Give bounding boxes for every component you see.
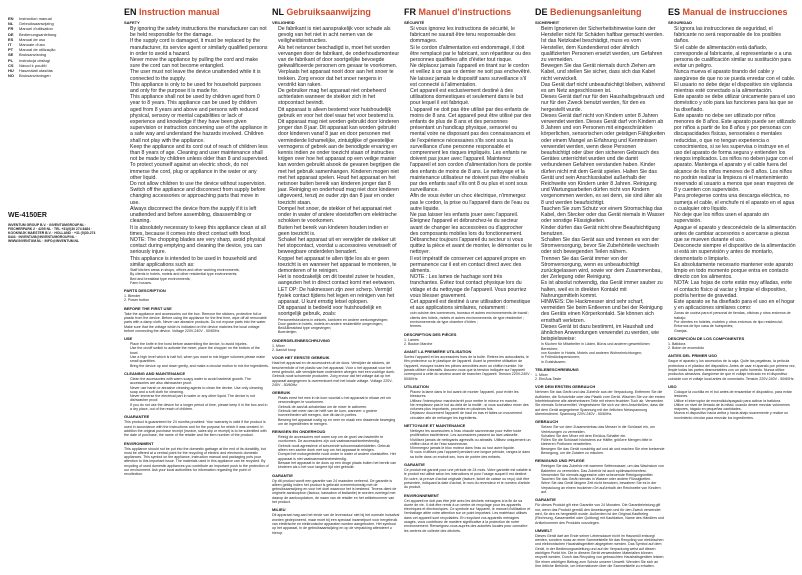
part-item: 1. Mixer xyxy=(535,372,548,377)
use-heading: GEBRAUCH xyxy=(535,419,559,425)
list-item: • Das Gerät darf nicht unbeaufsichtigt bleiben, während es am Netz angeschlossen ist. xyxy=(541,82,665,94)
language-index xyxy=(8,16,100,78)
part-item: 1. Blender xyxy=(124,294,141,299)
before-first-use-heading: ANTES DEL PRIMER USO xyxy=(668,353,718,359)
list-item: • Si el cable de alimentación está dañado, corresponde al fabricante, al representante o a una persona de cualificación similar su sustitución para evitar un peligro. xyxy=(674,45,796,70)
before-first-use-heading: AVANT LA PREMIÈRE UTILISATION xyxy=(404,349,472,355)
list-item: • Cet appareil est exclusivement destiné à des utilisations domestiques et seulement dans le but pour lequel il est fabriqué. xyxy=(410,88,532,107)
list-item: • Mueva el dispositivo hacia arriba y hacia abajo suavemente y realice un movimiento circular para mezclar los ingredientes. xyxy=(674,411,796,420)
list-item: • Gebruik nooit agressieve of schurende schoonmaakmiddelen. Gebruik alleen een zachte doek met sop om het apparaat te reinigen. xyxy=(278,444,400,453)
cleaning-heading: REINIGEN EN ONDERHOUD xyxy=(272,429,326,435)
use-list xyxy=(272,396,400,426)
language-entry: DE Bedienungsanleitung xyxy=(8,31,57,37)
section-nl xyxy=(272,8,400,568)
list-item: • Dit apparaat is alleen bestemd voor huishoudelijk gebruik en voor het doel waar het voor bestemd is. xyxy=(278,107,400,119)
list-item: • Afin de vous éviter un choc électrique, n'immergez pas le cordon, la prise ou l'appareil dans de l'eau ou autre liquide. xyxy=(410,193,532,212)
environment-text: Cet appareil ne doit pas être jeté avec les déchets ménagers à la fin de sa durée de vie. Il doit être remis à un centre de recyclage pour les appareils électriques et électroniques. Ce symbole sur l'appareil, le manuel d'utilisation et l'emballage attire votre attention sur ce point important. Les matériaux utilisés dans cet appareil sont recyclables. En recyclant vos appareils ménagers usagés, vous contribuez de manière significative à la protection de notre environnement. Renseignez-vous auprès des autorités locales pour connaître les centres de collecte des déchets. xyxy=(404,498,531,533)
environment-text: This appliance should not be put into the domestic garbage at the end of its durability, but must be offered at a central point for the recycling of electric and electronic domestic appliances. This symbol on the appliance, instruction manual and packaging puts your attention to this important issue. The materials used in this appliance can be recycled. By recycling of used domestic appliances you contribute an important push to the protection of our environment. Ask your local authorities for information regarding the point of recollection. xyxy=(124,446,269,477)
list-item: • Bewaar het apparaat in de doos op een droge plaats buiten het bereik van kinderen als u het voor langere tijd niet gebruikt. xyxy=(278,461,400,470)
list-item: • Koppel het apparaat te allen tijde los als er geen toezicht is en wanneer het apparaat te monteren, te demonteren of te reinigen. xyxy=(278,256,400,275)
parts-list xyxy=(404,338,532,347)
list-item: • Beim Ignorieren der Sicherheitshinweise kann der Hersteller nicht für Schäden haftbar gemacht werden. xyxy=(541,26,665,38)
safety-list xyxy=(124,26,269,268)
cleaning-heading: NETTOYAGE ET MAINTENANCE xyxy=(404,422,466,428)
language-entry: NL Gebruiksaanwijzing xyxy=(8,21,54,27)
part-item: 2. Aan/uit knop xyxy=(272,348,296,353)
list-item: • Schalten Sie den Mixer mit dem Ein/Aus-Schalter ein. xyxy=(541,434,665,438)
list-item: • Este aparato se ha diseñado para el uso en el hogar y en aplicaciones similares como: xyxy=(674,299,796,311)
list-item: • Bed&Breakfast type omgevingen; xyxy=(278,326,400,330)
list-item: • Personeelskeukens in winkels, kantoren en andere werkomgevingen; xyxy=(278,318,400,322)
list-item: • N'immergez jamais le bloc moteur dans l'eau ou tout autre liquide. xyxy=(410,446,532,450)
list-item: • Gebruik niet meer dan de helft van de kom, wanneer u grotere hoeveelheden wilt mengen, doe dit dan in porties. xyxy=(278,409,400,418)
section-title-de: DE Bedienungsanleitung xyxy=(535,8,642,17)
list-item: • Il est impératif de conserver cet appareil propre en permanence car il est en contact direct avec des aliments. xyxy=(410,256,532,275)
list-item: • Always disconnect the device from the supply if it is left unattended and before assembling, disassembling or cleaning. xyxy=(130,206,269,225)
part-item: 1. Mixer xyxy=(272,343,285,348)
cleaning-list xyxy=(124,377,269,411)
parts-heading: DESCRIPCIÓN DE LOS COMPONENTES xyxy=(668,335,745,341)
list-item: • Desconecte siempre el dispositivo de la alimentación si está sin supervisión y antes de montarlo, desmontarlo o limpiarlo. xyxy=(674,243,796,262)
environment-heading: UMWELT xyxy=(535,527,553,533)
before-first-use-heading: BEFORE THE FIRST USE xyxy=(124,305,172,311)
safety-heading: SAFETY xyxy=(124,20,140,25)
list-item: • By clients in hotels, motels and other residential type environments; xyxy=(130,272,269,276)
list-item: • Wenn Sie das Gerät längere Zeit nicht benutzen, bewahren Sie es in der Verpackung an einem trockenen Ort außerhalb der Reichweite von Kindern auf. xyxy=(541,481,665,494)
before-first-use-text: Take the appliance and accessories out the box. Remove the stickers, protective foil or plastic from the device. Before using the appliance for the first time, wipe off all removable parts with a damp cloth. Never use abrasive products. Do not expose parts into the water. Make sure that the voltage which is indicated on the device matches the local voltage before connecting the device. Voltage 220V-240V - 50/60Hz. xyxy=(124,311,267,333)
list-item: • coin cuisine des commerces, bureaux et autres environnements de travail ; xyxy=(410,311,532,315)
list-item: • Verwenden Sie niemals aggressive oder scheuernde Reinigungsmittel. xyxy=(541,473,665,477)
list-item: • NOTA: Las hojas de corte están muy afiladas, evite el contacto físico al vaciar y limpiar el dispositivo, podría herirse de gravedad. xyxy=(674,280,796,299)
applications-list xyxy=(404,311,532,328)
company-address: INVENTUM GROUP B.V. · INVENTUMGROUP.NL · FISCHERPARK 2 · 4205 NL · TEL +31(0)30 274 8484 · KOOKWIJK MAESTER B.V. · HOLLAND · +31 (0)30-274 8444 · INVENTUM@INVENTUMGROUP.NL · WWW.INVENTUM.NL · INFO@INVENTUM.NL xyxy=(8,223,96,244)
applications-list xyxy=(124,268,269,285)
list-item: • fermes. xyxy=(410,324,532,328)
use-list xyxy=(404,390,532,420)
part-item: 1. Lames xyxy=(404,337,419,342)
list-item: • Do not allow children to use the device without supervision. xyxy=(130,181,269,187)
safety-heading: VEILIGHEID xyxy=(272,20,295,25)
list-item: • Dompel het motorgedeelte nooit onder in water of andere vloeistoffen. Het apparaat is niet vaatwasmachinebestendig. xyxy=(278,452,400,461)
list-item: • Bewegen Sie das Gerät vorsichtig auf und ab und machen Sie eine kreisende Bewegung, um die Zutaten zu mischen. xyxy=(541,447,665,456)
list-item: • Cet appareil est destiné à une utilisation domestique et aux applications similaires, notamment : xyxy=(410,299,532,311)
list-item: • clients des hôtels, motels et autres environnements de type résidentiel ; xyxy=(410,316,532,320)
section-es xyxy=(668,8,796,568)
list-item: • in Gutshäusern. xyxy=(541,360,665,364)
language-entry: SE Bruksanvisning xyxy=(8,52,47,58)
list-item: • Placez la lame dans le bol avant de monter l'appareil, pour éviter les blessures. xyxy=(410,390,532,399)
list-item: • Bring the device up and down gently, and make a circular motion to mix the ingredients. xyxy=(130,364,269,368)
guarantee-heading: GARANTIE xyxy=(535,497,556,503)
language-entry: HU Használati utasítás xyxy=(8,68,53,74)
list-item: • Ne pas laisser les enfants jouer avec l'appareil. xyxy=(410,212,532,218)
before-first-use-text: Sortez l'appareil et les accessoires hors de la boîte. Retirez les autocollants, le film protecteur ou le plastique de l'appareil. Avant la première utilisation de l'appareil, essuyez toutes les pièces amovibles avec un chiffon humide. Ne jamais utiliser d'abrasifs. Assurez-vous que la tension indiquée sur l'appareil correspond à celle du secteur avant de brancher l'appareil. Tension 220V-240V - 50/60Hz. xyxy=(404,355,532,381)
list-item: • NOTE: The chopping blades are very sharp, avoid physical contact during emptying and cleaning the device, you can seriously injure. xyxy=(130,237,269,256)
list-item: • Plaats eerst het mes in de kom voordat u het apparaat in elkaar zet om verwondingen te voorkomen. xyxy=(278,396,400,405)
guarantee-heading: GARANTIE xyxy=(404,462,425,468)
parts-list xyxy=(272,344,400,353)
cleaning-list xyxy=(535,464,665,494)
list-item: • Trennen Sie das Gerät immer von der Stromversorgung, wenn es unbeaufsichtigt zurückgelassen wird, sowie vor dem Zusammenbau, der Zerlegung oder Reinigung. xyxy=(541,256,665,281)
use-list xyxy=(668,390,796,420)
list-item: • Gebruik de aan/uit-schakelaar om de mixer te activeren. xyxy=(278,405,400,409)
list-item: • De fabrikant is niet aansprakelijk voor schade als gevolg van het niet in acht nemen van de veiligheidsinstructies. xyxy=(278,26,400,45)
list-item: • Apague el aparato y desconéctelo de la alimentación antes de cambiar accesorios o acercarse a piezas que se mueven durante el uso. xyxy=(674,225,796,244)
list-item: • Als het netsnoer beschadigd is, moet het worden vervangen door de fabrikant, de onderhoudsmonteur van de fabrikant of door soortgelijke bevoegde gekwalificeerde personen om gevaar te voorkomen. xyxy=(278,45,400,70)
applications-list xyxy=(535,342,665,363)
list-item: • Para protegerse contra una descarga eléctrica, no sumerja el cable, el enchufe ni el aparato en el agua o cualquier otro líquido. xyxy=(674,193,796,212)
list-item: • L'appareil ne doit pas être utilisé par des enfants de moins de 8 ans. Cet appareil peut être utilisé par des enfants de plus de 8 ans et des personnes présentant un handicap physique, sensoriel ou mental voire ne disposant pas des connaissances et de l'expérience nécessaires s'ils sont sous la surveillance d'une personne responsable et comprennent les risques impliqués. Les enfants ne doivent pas jouer avec l'appareil. Maintenez l'appareil et son cordon d'alimentation hors de portée des enfants de moins de 8 ans. Le nettoyage et la maintenance utilisateur ne doivent pas être réalisés par des enfants sauf s'ils ont 8 ou plus et sont sous surveillance. xyxy=(410,107,532,194)
list-item: • Tauchen Sie zum Schutz vor einem Stromschlag das Kabel, den Stecker oder das Gerät niemals in Wasser oder sonstige Flüssigkeiten. xyxy=(541,206,665,225)
model-number: WE-4150ER xyxy=(8,212,47,220)
list-item: • Reinigen Sie das Zubehör mit warmem Seifenwasser, um das Wachstum von Bakterien zu vermeiden. Das Zubehör ist auch spülmaschinenfest. xyxy=(541,464,665,473)
cover-column xyxy=(8,8,100,568)
list-item: • von Kunden in Hotels, Motels und anderen Wohneinrichtungen; xyxy=(541,351,665,355)
parts-list xyxy=(668,342,796,351)
list-item: • This appliance shall not be used by children aged from 0 year to 8 years. This appliance can be used by children aged from 8 years and above and persons with reduced physical, sensory or mental capabilities or lack of experience and knowledge if they have been given supervision or instruction concerning use of the appliance in a safe way and understand the hazards involved. Children shall not play with the appliance. xyxy=(130,94,269,144)
section-title-nl: NL Gebruiksaanwijzing xyxy=(272,8,371,17)
guarantee-text: This product is guaranteed for 24 months provided: Your warranty is valid if the product is used in accordance with the instructions and for the purpose for which it was created. In addition the original purchase receipt (invoice, sales slip or receipt) is to be submitted with the date of purchase, the name of the retailer and the item number of the product. xyxy=(124,420,267,438)
before-first-use-text: Haal het apparaat en de accessoires uit de doos. Verwijder de stickers, de beschermfolie of het plastic van het apparaat. Vóór u het apparaat voor het eerst gebruikt, alle verwijderbare onderdelen afvegen met een vochtige doek. Gebruik nooit schurende producten. Zorg ervoor dat het voltage dat op het apparaat aangegeven is overeenkomt met het lokale voltage. Voltage 220V-240V - 50/60Hz. xyxy=(272,361,395,387)
list-item: • Éteignez l'appareil et débranchez-le du secteur avant de changer les accessoires ou d'approcher des composants mobiles lors du fonctionnement. xyxy=(410,218,532,237)
list-item: • Boerderijen. xyxy=(278,330,400,334)
list-item: • Este aparato se debe utilizar únicamente para el uso doméstico y sólo para las funciones para las que se ha diseñado. xyxy=(674,94,796,113)
guarantee-heading: GARANTIE xyxy=(272,472,293,478)
list-item: • Si le cordon d'alimentation est endommagé, il doit être remplacé par le fabricant, son répartiteur ou des personnes qualifiées afin d'éviter tout risque. xyxy=(410,45,532,64)
list-item: • De gebruiker mag het apparaat niet onbeheerd achterlaten wanneer de stekker zich in het stopcontact bevindt. xyxy=(278,88,400,107)
list-item: • Buiten het bereik van kinderen houden indien er geen toezicht is. xyxy=(278,225,400,237)
list-item: • Use the on/off switch to activate the mixer, place the chopper on the bottom of the bowl. xyxy=(130,346,269,355)
list-item: • Ist das Netzkabel beschädigt, muss es vom Hersteller, dem Kundendienst oder ähnlich qualifizierten Personen ersetzt werden, um Gefahren zu vermeiden. xyxy=(541,38,665,63)
list-item: • Het is noodzakelijk om dit toestel zuiver te houden, aangezien het in direct contact komt met eetwaren. xyxy=(278,274,400,286)
list-item: • Kinder dürfen das Gerät nicht ohne Beaufsichtigung benutzen. xyxy=(541,225,665,237)
list-item: • NOTE : Les lames de hachage sont très tranchantes. Évitez tout contact physique lors du vidage et du nettoyage de l'appareil. Vous pourriez vous blesser gravement. xyxy=(410,274,532,299)
list-item: • Si ignora las instrucciones de seguridad, el fabricante no será responsable de los posibles daños. xyxy=(674,26,796,45)
list-item: • Dit apparaat mag niet worden gebruikt door kinderen jonger dan 8 jaar. Dit apparaat kan worden gebruikt door kinderen vanaf 8 jaar en door personen met verminderde lichamelijke, zintuiglijke of geestelijke vermogens of gebrek aan de benodigde ervaring en kennis indien ze onder toezicht staan of instructies krijgen over hoe het apparaat op een veilige manier kan worden gebruikt alsook de gevaren begrijpen die met het gebruik samenhangen. Kinderen mogen niet met het apparaat spelen. Houd het apparaat en het netsnoer buiten bereik van kinderen jonger dan 8 jaar. Reiniging en onderhoud mag niet door kinderen uitgevoerd, tenzij ze ouder zijn dan 8 jaar en onder toezicht staan. xyxy=(278,119,400,206)
language-entry: IT Manuale d'uso xyxy=(8,42,45,48)
list-item: • Es ist absolut notwendig, das Gerät immer sauber zu halten, weil es in direkten Kontakt mit Nahrungsmitteln kommt. xyxy=(541,280,665,299)
guarantee-text: Für dieses Produkt gilt eine Garantie von 24 Monaten. Die Garantieleistung gilt nur, wenn das Produkt gemäß den Anweisungen und für den Zweck verwendet wird, für den es hergestellt wurde. Außerdem ist der Original-Kaufbeleg (Rechnung, Kassenzettel oder Quittung) mit Kaufdatum, Name des Händlers und Artikelnummer des Produkts vorzulegen. xyxy=(535,503,665,525)
list-item: • No deje que los niños usen el aparato sin supervisión. xyxy=(674,212,796,224)
list-item: • LET OP: De hakmessen zijn zeer scherp. Vermijd fysiek contact tijdens het legen en reinigen van het apparaat. U kunt ernstig letsel oplopen. xyxy=(278,287,400,306)
list-item: • Farm houses. xyxy=(130,281,269,285)
list-item: • Bewegen Sie das Gerät niemals durch Ziehen am Kabel, und stellen Sie sicher, dass sich das Kabel nicht verwickelt. xyxy=(541,63,665,82)
list-item: • Never use harsh or abrasive cleaning agents to clean the device. Use only cleaning soap and a soft cloth for cleaning. xyxy=(130,386,269,395)
use-heading: GEBRUIK xyxy=(272,390,291,396)
list-item: • Este aparato no debe ser utilizado por niños menores de 8 años. Este aparato puede ser utilizado por niños a partir de los 8 años y por personas con discapacidades físicas, sensoriales o mentales reducidas, o que no tengan experiencia o conocimientos, si se les supervisa o instruye en el uso del aparato de forma segura y entienden los riesgos implicados. Los niños no deben jugar con el aparato. Mantenga el aparato y el cable fuera del alcance de los niños menores de 8 años. Los niños no podrán realizar la limpieza ni el mantenimiento reservado al usuario a menos que sean mayores de 8 y cuenten con supervisión. xyxy=(674,113,796,194)
parts-list xyxy=(535,373,665,382)
list-item: • Débranchez toujours l'appareil du secteur si vous quittez la pièce et avant de monter, le démonter ou le nettoyer. xyxy=(410,237,532,256)
section-title-en: EN Instruction manual xyxy=(124,8,220,17)
list-item: • Füllen Sie die Schüssel höchstens zur Hälfte; größere Mengen bitte in kleineren Portionen verarbeiten. xyxy=(541,438,665,447)
list-item: • Ne déplacez jamais l'appareil en tirant sur le cordon et veillez à ce que ce dernier ne soit pas enchevêtré. xyxy=(410,63,532,75)
use-list xyxy=(535,425,665,455)
language-entry: NO Bruksanvisningen xyxy=(8,73,51,79)
section-en xyxy=(124,8,269,568)
language-entry: PL Instrukcja obsługi xyxy=(8,57,50,63)
list-item: • It is absolutely necessary to keep this appliance clean at all times, because it comes into direct contact with food. xyxy=(130,225,269,237)
cleaning-list xyxy=(272,435,400,469)
parts-list xyxy=(124,294,269,303)
list-item: • Door gasten in hotels, motels en andere residentiële omgevingen; xyxy=(278,322,400,326)
list-item: • Ne remplissez pas le bol au-delà de la moitié ; si vous souhaitez mixer des volumes plus importants, procédez en plusieurs fois. xyxy=(410,403,532,412)
safety-list xyxy=(272,26,400,318)
part-item: 2. Bouton Marche xyxy=(404,341,433,346)
cleaning-heading: CLEANING AND MAINTENANCE xyxy=(124,370,186,376)
list-item: • environnements de type chambre d'hôtes ; xyxy=(410,320,532,324)
part-item: 1. Batidora xyxy=(668,341,686,346)
list-item: • Reinig de accessoires met warm sop om de groei van bacteriën te voorkomen. De accessoires zijn ook vaatwasmachinebestendig. xyxy=(278,435,400,444)
list-item: • Schalten Sie das Gerät aus und trennen es von der Stromversorgung, bevor Sie Zubehörteile wechseln oder sich bewegenden Teilen nähern. xyxy=(541,237,665,256)
section-fr xyxy=(404,8,532,568)
list-item: • Utilice el interruptor de encendido/apagado para activar la batidora. xyxy=(674,399,796,403)
environment-text: Dieses Gerät darf am Ende seiner Lebensdauer nicht im Hausmüll entsorgt werden, sondern muss an einer Sammelstelle für das Recycling von elektrischen und elektronischen Haushaltsgeräten abgegeben werden. Das Symbol auf dem Gerät, in der Bedienungsanleitung und auf der Verpackung weist auf diesen wichtigen Punkt hin. Die in diesem Gerät verwendeten Materialien können recycelt werden. Durch das Recycling von gebrauchten Haushaltsgeräten leisten Sie einen wichtigen Beitrag zum Schutz unserer Umwelt. Wenden Sie sich an Ihre örtliche Behörde, um Informationen über die Sammelstelle zu erhalten. xyxy=(535,533,664,568)
use-list xyxy=(124,342,269,368)
list-item: • Dieses Gerät ist dazu bestimmt, im Haushalt und ähnlichen Anwendungen verwendet zu werden, wie beispielsweise: xyxy=(541,324,665,343)
list-item: • Déplacez doucement l'appareil de haut en bas et faites un mouvement circulaire afin de mélanger les ingrédients. xyxy=(410,411,532,420)
list-item: • Por clientes en hoteles, moteles y otros entornos de tipo residencial; xyxy=(674,320,796,324)
list-item: • Place the knife in the bowl before assembling the device, to avoid injuries. xyxy=(130,342,269,346)
list-item: • If the supply cord is damaged, it must be replaced by the manufacturer, its service agent or similarly qualified persons in order to avoid a hazard. xyxy=(130,38,269,57)
use-heading: USE xyxy=(124,336,133,342)
list-item: • Keep the appliance and its cord out of reach of children less than 8 years of age. Cleaning and user maintenance shall not be made by children unless older than 8 and supervised. xyxy=(130,144,269,163)
list-item: • Clean the accessories with warm soapy water to avoid bacterial growth. The accessories are also dishwasher proof. xyxy=(130,377,269,386)
list-item: • To protect yourself against an electric shock, do not immerse the cord, plug or appliance in the water or any other liquid. xyxy=(130,162,269,181)
list-item: • Entornos de tipo casa de huéspedes; xyxy=(674,324,796,328)
list-item: • Verplaats het apparaat nooit door aan het snoer te trekken. Zorg ervoor dat het snoer nergens in verstrikt kan raken. xyxy=(278,69,400,88)
before-first-use-heading: VOR DEM ERSTEN GEBRAUCH xyxy=(535,384,596,390)
applications-list xyxy=(668,311,796,332)
section-title-fr: FR Manuel d'instructions xyxy=(404,8,512,17)
list-item: • This appliance is intended to be used in household and similar applications such as: xyxy=(130,256,269,268)
list-item: • Setzen Sie vor dem Zusammenbau das Messer in die Schüssel ein, um Verletzungen zu vermeiden. xyxy=(541,425,665,434)
part-item: 2. Power button xyxy=(124,298,150,303)
part-item: 2. Ein/Aus-Taste xyxy=(535,377,562,382)
list-item: • Use a high level which is half full, when you want to mix bigger volumes please make small quantities. xyxy=(130,355,269,364)
list-item: • Staff kitchen areas in shops, offices and other working environments; xyxy=(130,268,269,272)
list-item: • Tauchen Sie das Gerät niemals in Wasser oder andere Flüssigkeiten. xyxy=(541,477,665,481)
list-item: • Si vous ignorez les instructions de sécurité, le fabricant ne saurait être tenu responsable des dommages. xyxy=(410,26,532,45)
list-item: • Never immerse the electrical part in water or any other liquid. The device is not dishwasher proof. xyxy=(130,394,269,403)
list-item: • Never move the appliance by pulling the cord and make sure the cord can not become entangled. xyxy=(130,57,269,69)
list-item: • By ignoring the safety instructions the manufacturer can not be held responsible for the damage. xyxy=(130,26,269,38)
list-item: • Switch off the appliance and disconnect from supply before changing accessories or approaching parts that move in use. xyxy=(130,187,269,206)
list-item: • Nunca mueva el aparato tirando del cable y asegúrese de que no se pueda enredar con el cable. xyxy=(674,69,796,81)
list-item: • Zonas de cocina para el personal de tiendas, oficinas y otros entornos de trabajo; xyxy=(674,311,796,320)
safety-list xyxy=(668,26,796,311)
list-item: • El usuario no debe dejar el dispositivo sin vigilancia mientras esté conectado a la alimentación. xyxy=(674,82,796,94)
cleaning-list xyxy=(404,429,532,459)
before-first-use-text: Nehmen Sie das Gerät und das Zubehör aus der Verpackung. Entfernen Sie die Aufkleber, die Schutzfolie oder das Plastik vom Gerät. Wischen Sie vor der ersten Inbetriebnahme alle abnehmbaren Teile mit einem feuchten Tuch ab. Verwenden Sie niemals Scheuermittel. Vergewissern Sie sich vor dem Anschließen, dass die auf dem Gerät angegebene Spannung mit der örtlichen Netzspannung übereinstimmt. Spannung 220V-240V - 50/60Hz. xyxy=(535,390,665,416)
language-entry: EN Instruction manual xyxy=(8,16,52,21)
list-item: • Dieses Gerät darf nur für den Haushaltsgebrauch und nur für den Zweck benutzt werden, für den es hergestellt wurde. xyxy=(541,94,665,113)
list-item: • N'utilisez jamais de nettoyants agressifs ou abrasifs. Utilisez uniquement un chiffon doux et de l'eau savonneuse. xyxy=(410,438,532,447)
before-first-use-text: Saque el aparato y los accesorios de la caja. Quite las pegatinas, la película protectora o el plástico del dispositivo. Antes de usar el aparato por primera vez, limpie todas las partes desmontables con un paño húmedo. Nunca utilice productos abrasivos. Asegúrese de que el voltaje indicado en el dispositivo coincide con el voltaje local antes de conectarlo. Tensión 220V-240V - 50/60Hz. xyxy=(668,359,796,381)
list-item: • If you do not use the device for a longer period of time, please keep it in the box and in a dry place, out of the reach of children. xyxy=(130,403,269,412)
list-item: • Dit apparaat is bedoeld voor huishoudelijk en soortgelijk gebruik, zoals: xyxy=(278,305,400,317)
language-entry: FR Manuel d'utilisation xyxy=(8,26,53,32)
list-item: • Schakel het apparaat uit en verwijder de stekker uit het stopcontact, voordat u accessoires verwisselt of beweegbare onderdelen benadert. xyxy=(278,237,400,256)
list-item: • Dieses Gerät darf nicht von Kindern unter 8 Jahren verwendet werden. Dieses Gerät darf von Kindern ab 8 Jahren und von Personen mit eingeschränkten körperlichen, sensorischen oder geistigen Fähigkeiten oder einem Mangel an Erfahrung und Kenntnissen verwendet werden, wenn diese Personen beaufsichtigt oder über den sicheren Gebrauch des Gerätes unterrichtet wurden und die damit verbundenen Gefahren verstanden haben. Kinder dürfen nicht mit dem Gerät spielen. Halten Sie das Gerät und sein Anschlusskabel außerhalb der Reichweite von Kindern unter 8 Jahren. Reinigung und Wartungsarbeiten dürfen nicht von Kindern vorgenommen werden, es sei denn, sie sind älter als 8 und werden beaufsichtigt. xyxy=(541,113,665,206)
parts-heading: DESCRIPTION DES PIÈCES xyxy=(404,331,457,337)
list-item: • Dompel het snoer, de stekker of het apparaat niet onder in water of andere vloeistoffen om elektrische schokken te voorkomen. xyxy=(278,206,400,225)
list-item: • in Frühstückspensionen; xyxy=(541,355,665,359)
applications-list xyxy=(272,318,400,335)
safety-list xyxy=(535,26,665,342)
list-item: • Nettoyez les accessoires à l'eau chaude savonneuse pour éviter toute prolifération bactérienne. Les accessoires passent au lave-vaisselle. xyxy=(410,429,532,438)
safety-heading: SÉCURITÉ xyxy=(404,20,425,25)
section-title-es: ES Manual de instrucciones xyxy=(668,8,788,17)
list-item: • Bed and breakfast type environments; xyxy=(130,277,269,281)
list-item: • in Küchen für Mitarbeiter in Läden, Büros und anderen gewerblichen Bereichen; xyxy=(541,342,665,351)
before-first-use-heading: VOOR HET EERSTE GEBRUIK xyxy=(272,355,330,361)
use-heading: USO xyxy=(668,383,677,389)
language-entry: CS Návod k použití xyxy=(8,62,47,68)
list-item: • The user must not leave the device unattended while it is connected to the supply. xyxy=(130,69,269,81)
safety-heading: SICHERHEIT xyxy=(535,20,560,25)
cleaning-heading: REINIGUNG UND PFLEGE xyxy=(535,458,585,464)
list-item: • HINWEIS: Die Hackmesser sind sehr scharf, vermeiden Sie beim Entleeren und bei der Reinigung des Geräts einen Körperkontakt. Sie können sich ernsthaft verletzen. xyxy=(541,299,665,324)
safety-list xyxy=(404,26,532,311)
list-item: • Si vous n'utilisez pas l'appareil pendant une longue période, rangez-le dans sa boîte dans un endroit sec, hors de portée des enfants. xyxy=(410,450,532,459)
guarantee-heading: GUARANTEE xyxy=(124,414,150,420)
guarantee-text: Op dit product wordt een garantie van 24 maanden verleend. De garantie is alleen geldig indien het product is gebruikt overeenkomstig met de gebruiksaanwijzing en voor het doel waarvoor het is bestemd. Tevens dient de originele aankoopbon (factuur, kassabon of kwitantie) te worden overlegd met daarop de aankoopdatum, de naam van de retailer en het artikelnummer van het product. xyxy=(272,478,397,505)
use-heading: UTILISATION xyxy=(404,383,429,389)
list-item: • Coloque la cuchilla en el bol antes de ensamblar el dispositivo, para evitar lesiones. xyxy=(674,390,796,399)
environment-heading: MILIEU xyxy=(272,507,286,513)
list-item: • Granjas. xyxy=(674,329,796,333)
part-item: 2. Botón de encendido xyxy=(668,346,704,351)
list-item: • This appliance is only to be used for household purposes and only for the purpose it is made for. xyxy=(130,82,269,94)
environment-heading: ENVIRONMENT xyxy=(124,440,154,446)
list-item: • Utilice un nivel de llenado de la mitad; cuando desee mezclar volúmenes mayores, hágalo en pequeñas cantidades. xyxy=(674,403,796,412)
environment-heading: ENVIRONNEMENT xyxy=(404,492,440,498)
parts-heading: TEILEBESCHREIBUNG xyxy=(535,366,579,372)
list-item: • Beweeg het apparaat rustig op en neer en maak een draaiende beweging om de ingrediënten te mengen. xyxy=(278,418,400,427)
parts-heading: PARTS DESCRIPTION xyxy=(124,288,166,294)
guarantee-text: Ce produit est garanti pour une période de 24 mois. Votre garantie est valable si le produit est utilisé selon les instructions et pour l'usage auquel il est destiné. En outre, la preuve d'achat originale (facture, ticket de caisse ou reçu) doit être présentée, indiquant la date d'achat, le nom du revendeur et le numéro d'article du produit. xyxy=(404,468,532,490)
environment-text: Dit apparaat mag aan het einde van de levensduur niet bij het normale huisafval worden gedeponeerd, maar moet bij een speciaal inzamelpunt voor hergebruik van elektrische en elektronische apparaten worden aangeboden. Het symbool op het apparaat, in de gebruiksaanwijzing en op de verpakking attendeert u hierop. xyxy=(272,513,400,535)
parts-heading: ONDERDELENBESCHRIJVING xyxy=(272,337,331,343)
list-item: • Utilisez l'interrupteur marche/arrêt pour mettre le mixeur en marche. xyxy=(410,399,532,403)
safety-heading: SEGURIDAD xyxy=(668,20,693,25)
language-entry: ES Manual de uso xyxy=(8,36,46,42)
list-item: • Es absolutamente necesario mantener este aparato limpio en todo momento porque entra en contacto directo con los alimentos. xyxy=(674,262,796,281)
language-entry: PT Manual de utilização xyxy=(8,47,56,53)
list-item: • Ne laissez jamais le dispositif sans surveillance s'il est connecté à l'alimentation. xyxy=(410,76,532,88)
section-de xyxy=(535,8,665,568)
